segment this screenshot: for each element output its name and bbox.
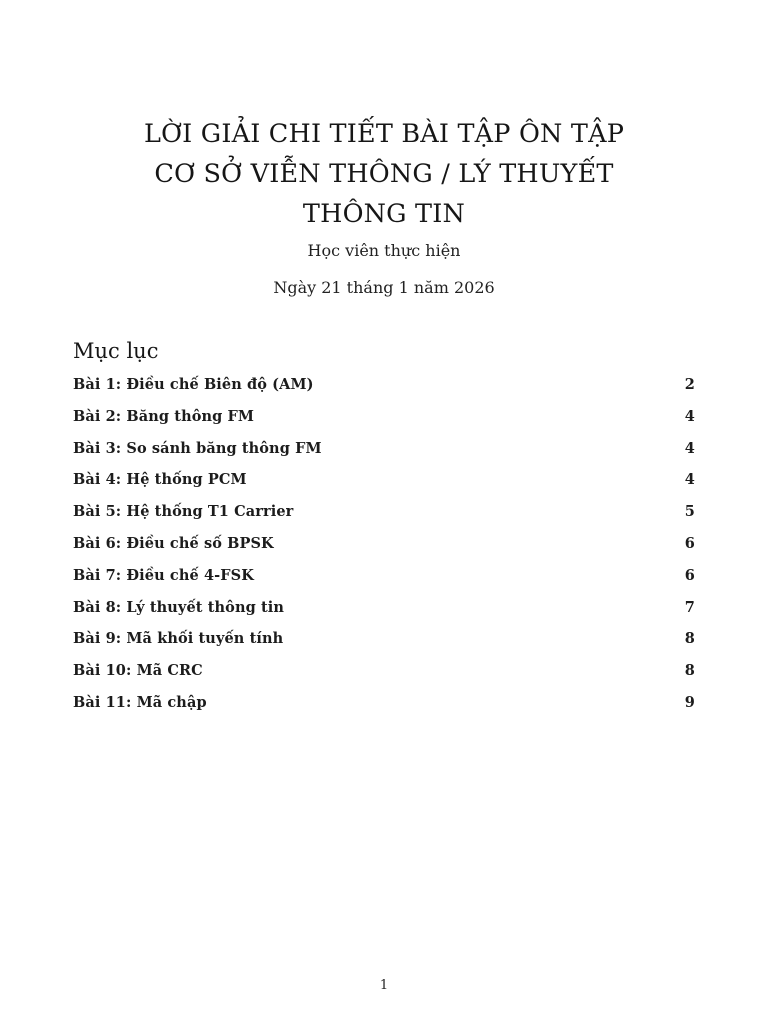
toc-entry-page: 6 bbox=[684, 566, 695, 584]
toc-entry-label: Bài 4: Hệ thống PCM bbox=[73, 471, 247, 489]
toc-entry-page: 9 bbox=[684, 693, 695, 711]
title-line: CƠ SỞ VIỄN THÔNG / LÝ THUYẾT bbox=[154, 159, 614, 189]
toc-entry[interactable] bbox=[73, 660, 695, 692]
toc-entry-page: 8 bbox=[684, 662, 695, 680]
table-of-contents bbox=[73, 374, 695, 724]
toc-entry-label: Bài 3: So sánh băng thông FM bbox=[73, 439, 322, 457]
toc-entry[interactable] bbox=[73, 628, 695, 660]
toc-entry-page: 7 bbox=[684, 598, 695, 616]
toc-entry[interactable] bbox=[73, 565, 695, 597]
toc-entry-label: Bài 5: Hệ thống T1 Carrier bbox=[73, 503, 294, 521]
toc-entry[interactable] bbox=[73, 692, 695, 724]
toc-entry[interactable] bbox=[73, 374, 695, 406]
toc-entry[interactable] bbox=[73, 438, 695, 470]
toc-entry-label: Bài 11: Mã chập bbox=[73, 693, 207, 711]
toc-entry-page: 4 bbox=[684, 471, 695, 489]
title-line: THÔNG TIN bbox=[302, 199, 466, 229]
toc-entry[interactable] bbox=[73, 406, 695, 438]
toc-entry-label: Bài 1: Điều chế Biên độ (AM) bbox=[73, 376, 314, 393]
toc-entry[interactable] bbox=[73, 533, 695, 565]
toc-entry-label: Bài 7: Điều chế 4-FSK bbox=[73, 566, 254, 584]
page-number: 1 bbox=[379, 978, 389, 993]
document-title bbox=[84, 114, 684, 234]
title-line: LỜI GIẢI CHI TIẾT BÀI TẬP ÔN TẬP bbox=[143, 119, 625, 149]
toc-entry-page: 6 bbox=[684, 534, 695, 552]
toc-entry[interactable] bbox=[73, 469, 695, 501]
toc-entry-label: Bài 10: Mã CRC bbox=[73, 662, 203, 680]
author: Học viên thực hiện bbox=[307, 241, 461, 260]
toc-heading: Mục lục bbox=[73, 339, 159, 363]
toc-entry-label: Bài 8: Lý thuyết thông tin bbox=[73, 598, 285, 616]
toc-entry-page: 4 bbox=[684, 439, 695, 457]
toc-entry-page: 2 bbox=[684, 376, 695, 393]
toc-entry-page: 8 bbox=[684, 630, 695, 648]
toc-entry-page: 5 bbox=[684, 503, 695, 521]
toc-entry[interactable] bbox=[73, 501, 695, 533]
toc-entry-page: 4 bbox=[684, 407, 695, 425]
toc-entry-label: Bài 6: Điều chế số BPSK bbox=[73, 534, 274, 552]
toc-entry-label: Bài 9: Mã khối tuyến tính bbox=[73, 630, 284, 648]
toc-entry[interactable] bbox=[73, 597, 695, 629]
toc-entry-label: Bài 2: Băng thông FM bbox=[73, 407, 255, 425]
document-date: Ngày 21 tháng 1 năm 2026 bbox=[273, 278, 495, 297]
